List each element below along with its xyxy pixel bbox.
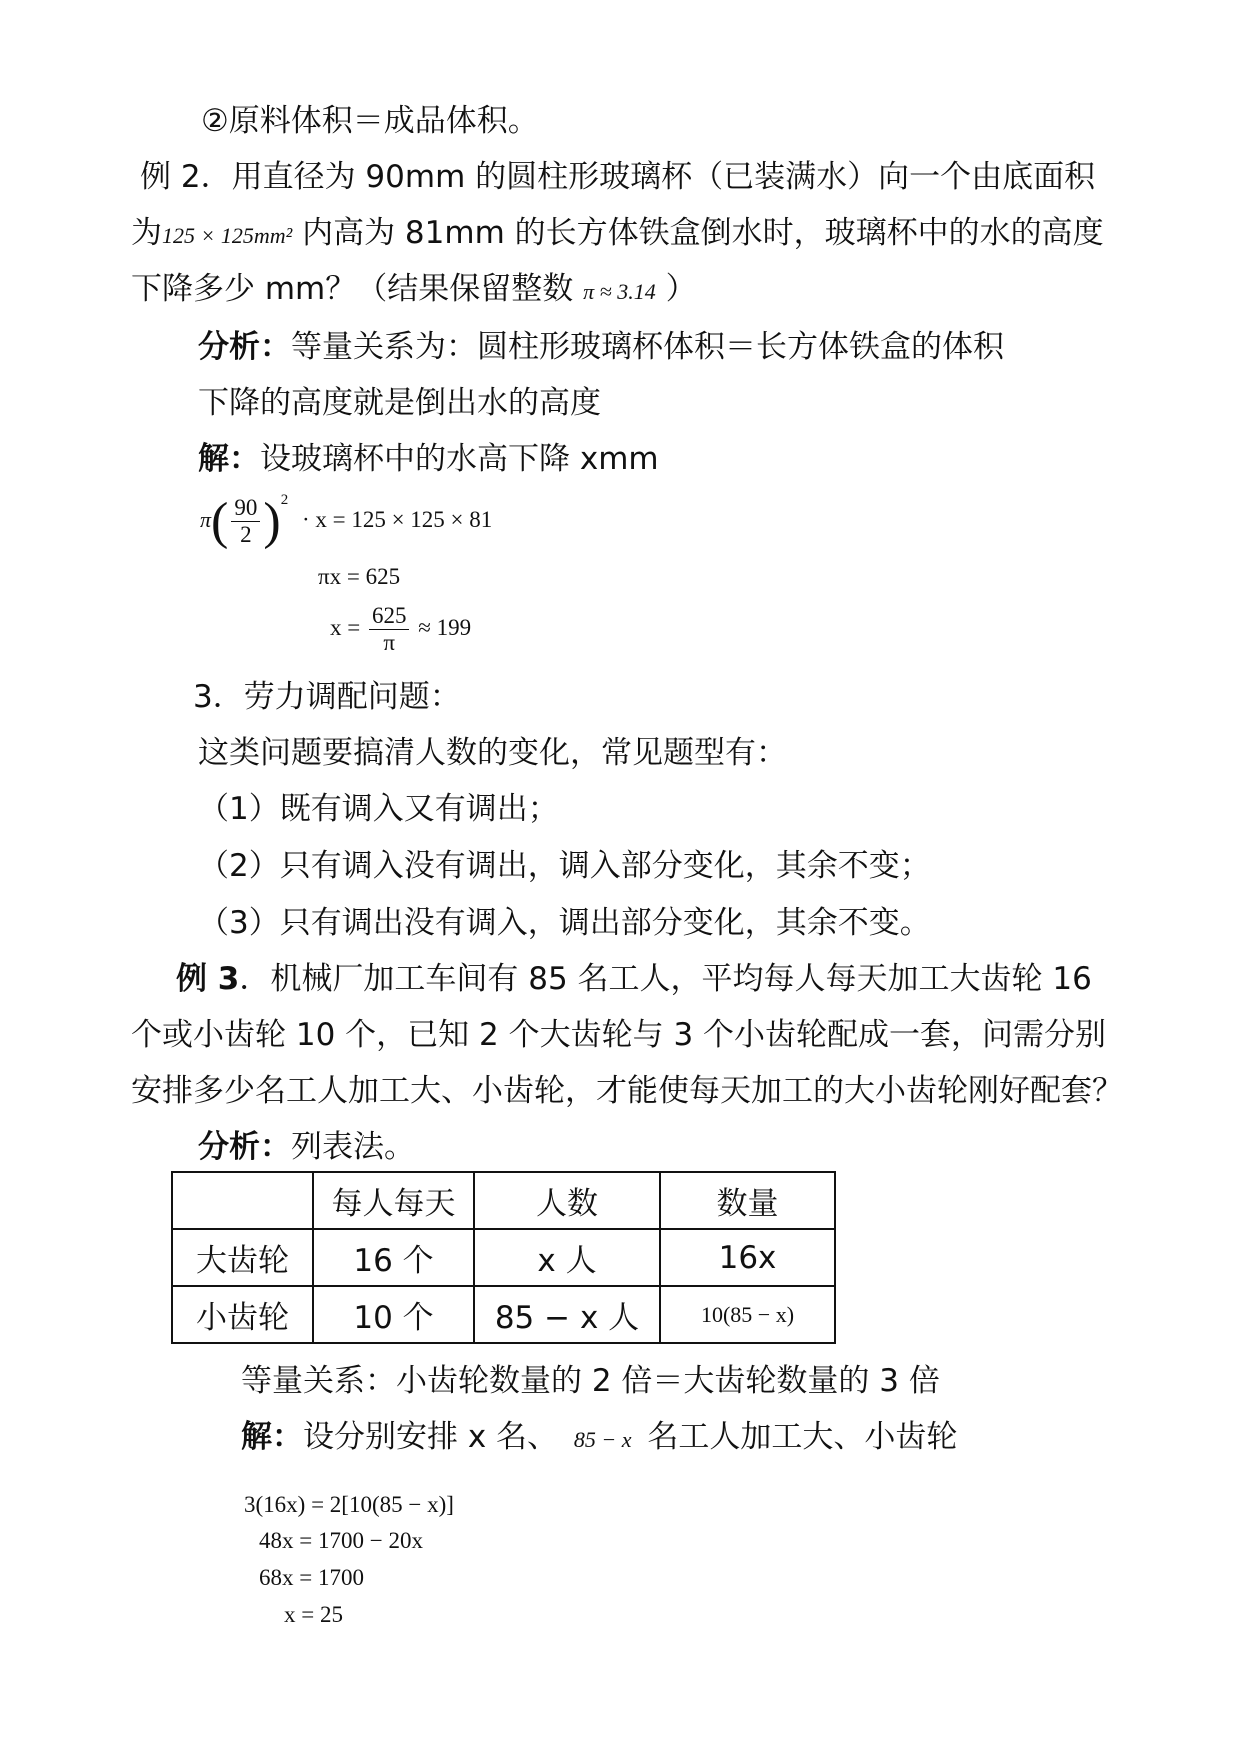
- math-inline: 85 − x: [573, 1427, 632, 1452]
- exponent: 2: [280, 492, 289, 509]
- equation-line: 68x = 1700: [259, 1565, 364, 1590]
- example-3-statement: [176, 958, 1092, 1000]
- math-inline: π ≈ 3.14: [583, 279, 656, 304]
- text-line: 个或小齿轮 10 个，已知 2 个大齿轮与 3 个小齿轮配成一套，问需分别: [131, 1017, 1107, 1053]
- table-cell: 16x: [660, 1229, 835, 1286]
- equation-2: πx = 625: [318, 564, 401, 589]
- table-cell: 10 个: [313, 1286, 474, 1343]
- text-span: 名工人加工大、小齿轮: [647, 1419, 958, 1455]
- fraction-denominator: π: [383, 630, 396, 655]
- table-cell: 85 − x 人: [474, 1286, 660, 1343]
- paren-right: ): [263, 493, 281, 550]
- table-cell: 小齿轮: [172, 1286, 313, 1343]
- equation-rhs: ≈ 199: [418, 614, 472, 640]
- analysis-line: [198, 326, 1004, 368]
- text-line: 下降的高度就是倒出水的高度: [198, 385, 601, 421]
- text-span: ．机械厂加工车间有 85 名工人，平均每人每天加工大齿轮 16: [239, 961, 1092, 997]
- text-line: [131, 268, 697, 313]
- table-cell: [172, 1172, 313, 1229]
- math-inline: 125 × 125mm²: [162, 223, 293, 248]
- text-span: 列表法。: [291, 1129, 415, 1165]
- solution-line: [198, 438, 659, 480]
- text-line: ②原料体积＝成品体积。: [201, 103, 539, 139]
- text-span: ）: [665, 271, 697, 307]
- example-label: 例 3: [176, 961, 240, 997]
- gear-table: [171, 1171, 836, 1344]
- fraction-numerator: 625: [369, 603, 410, 630]
- math-pi: π: [200, 506, 212, 532]
- section-heading: 3．劳力调配问题：: [193, 679, 461, 715]
- analysis-label: 分析：: [198, 329, 291, 365]
- solution-label: 解：: [198, 441, 260, 477]
- text-span: 内高为 81mm 的长方体铁盒倒水时，玻璃杯中的水的高度: [302, 215, 1104, 251]
- list-item: （2）只有调入没有调出，调入部分变化，其余不变；: [198, 848, 931, 884]
- equation-line: 48x = 1700 − 20x: [259, 1528, 423, 1553]
- text-span: 等量关系为：圆柱形玻璃杯体积＝长方体铁盒的体积: [291, 329, 1004, 365]
- table-cell: x 人: [474, 1229, 660, 1286]
- list-item: （1）既有调入又有调出；: [198, 791, 559, 827]
- solution-label: 解：: [241, 1419, 303, 1455]
- solution-line: [241, 1416, 957, 1461]
- text-line: 这类问题要搞清人数的变化，常见题型有：: [198, 735, 787, 771]
- text-line: 安排多少名工人加工大、小齿轮，才能使每天加工的大小齿轮刚好配套？: [131, 1073, 1123, 1109]
- text-span: 下降多少 mm？（结果保留整数: [131, 271, 574, 307]
- text-line: 等量关系：小齿轮数量的 2 倍＝大齿轮数量的 3 倍: [241, 1363, 940, 1399]
- equation-3: [330, 603, 471, 656]
- table-header-cell: 人数: [474, 1172, 660, 1229]
- table-header-row: [172, 1172, 835, 1229]
- paren-left: (: [211, 493, 229, 550]
- fraction-denominator: 2: [240, 522, 252, 547]
- table-header-cell: 每人每天: [313, 1172, 474, 1229]
- equation-line: 3(16x) = 2[10(85 − x)]: [244, 1492, 454, 1517]
- fraction-numerator: 90: [231, 495, 260, 522]
- example-2-statement: 例 2．用直径为 90mm 的圆柱形玻璃杯（已装满水）向一个由底面积: [140, 159, 1096, 195]
- table-row: [172, 1286, 835, 1343]
- analysis-line: [198, 1126, 415, 1168]
- fraction: [369, 603, 410, 656]
- text-span: 为: [131, 215, 162, 251]
- table-cell: 16 个: [313, 1229, 474, 1286]
- table-cell: 10(85 − x): [660, 1286, 835, 1343]
- analysis-label: 分析：: [198, 1129, 291, 1165]
- fraction: [231, 495, 260, 548]
- table-cell: 大齿轮: [172, 1229, 313, 1286]
- equation-1: [200, 492, 492, 551]
- text-span: 设分别安排 x 名、: [303, 1419, 559, 1455]
- equation-lhs: x =: [330, 614, 361, 640]
- table-header-cell: 数量: [660, 1172, 835, 1229]
- equation-line: x = 25: [284, 1602, 343, 1627]
- equation-rest: · x = 125 × 125 × 81: [301, 506, 493, 532]
- table-row: [172, 1229, 835, 1286]
- list-item: （3）只有调出没有调入，调出部分变化，其余不变。: [198, 905, 931, 941]
- text-span: 设玻璃杯中的水高下降 xmm: [260, 441, 659, 477]
- text-line: [131, 212, 1104, 257]
